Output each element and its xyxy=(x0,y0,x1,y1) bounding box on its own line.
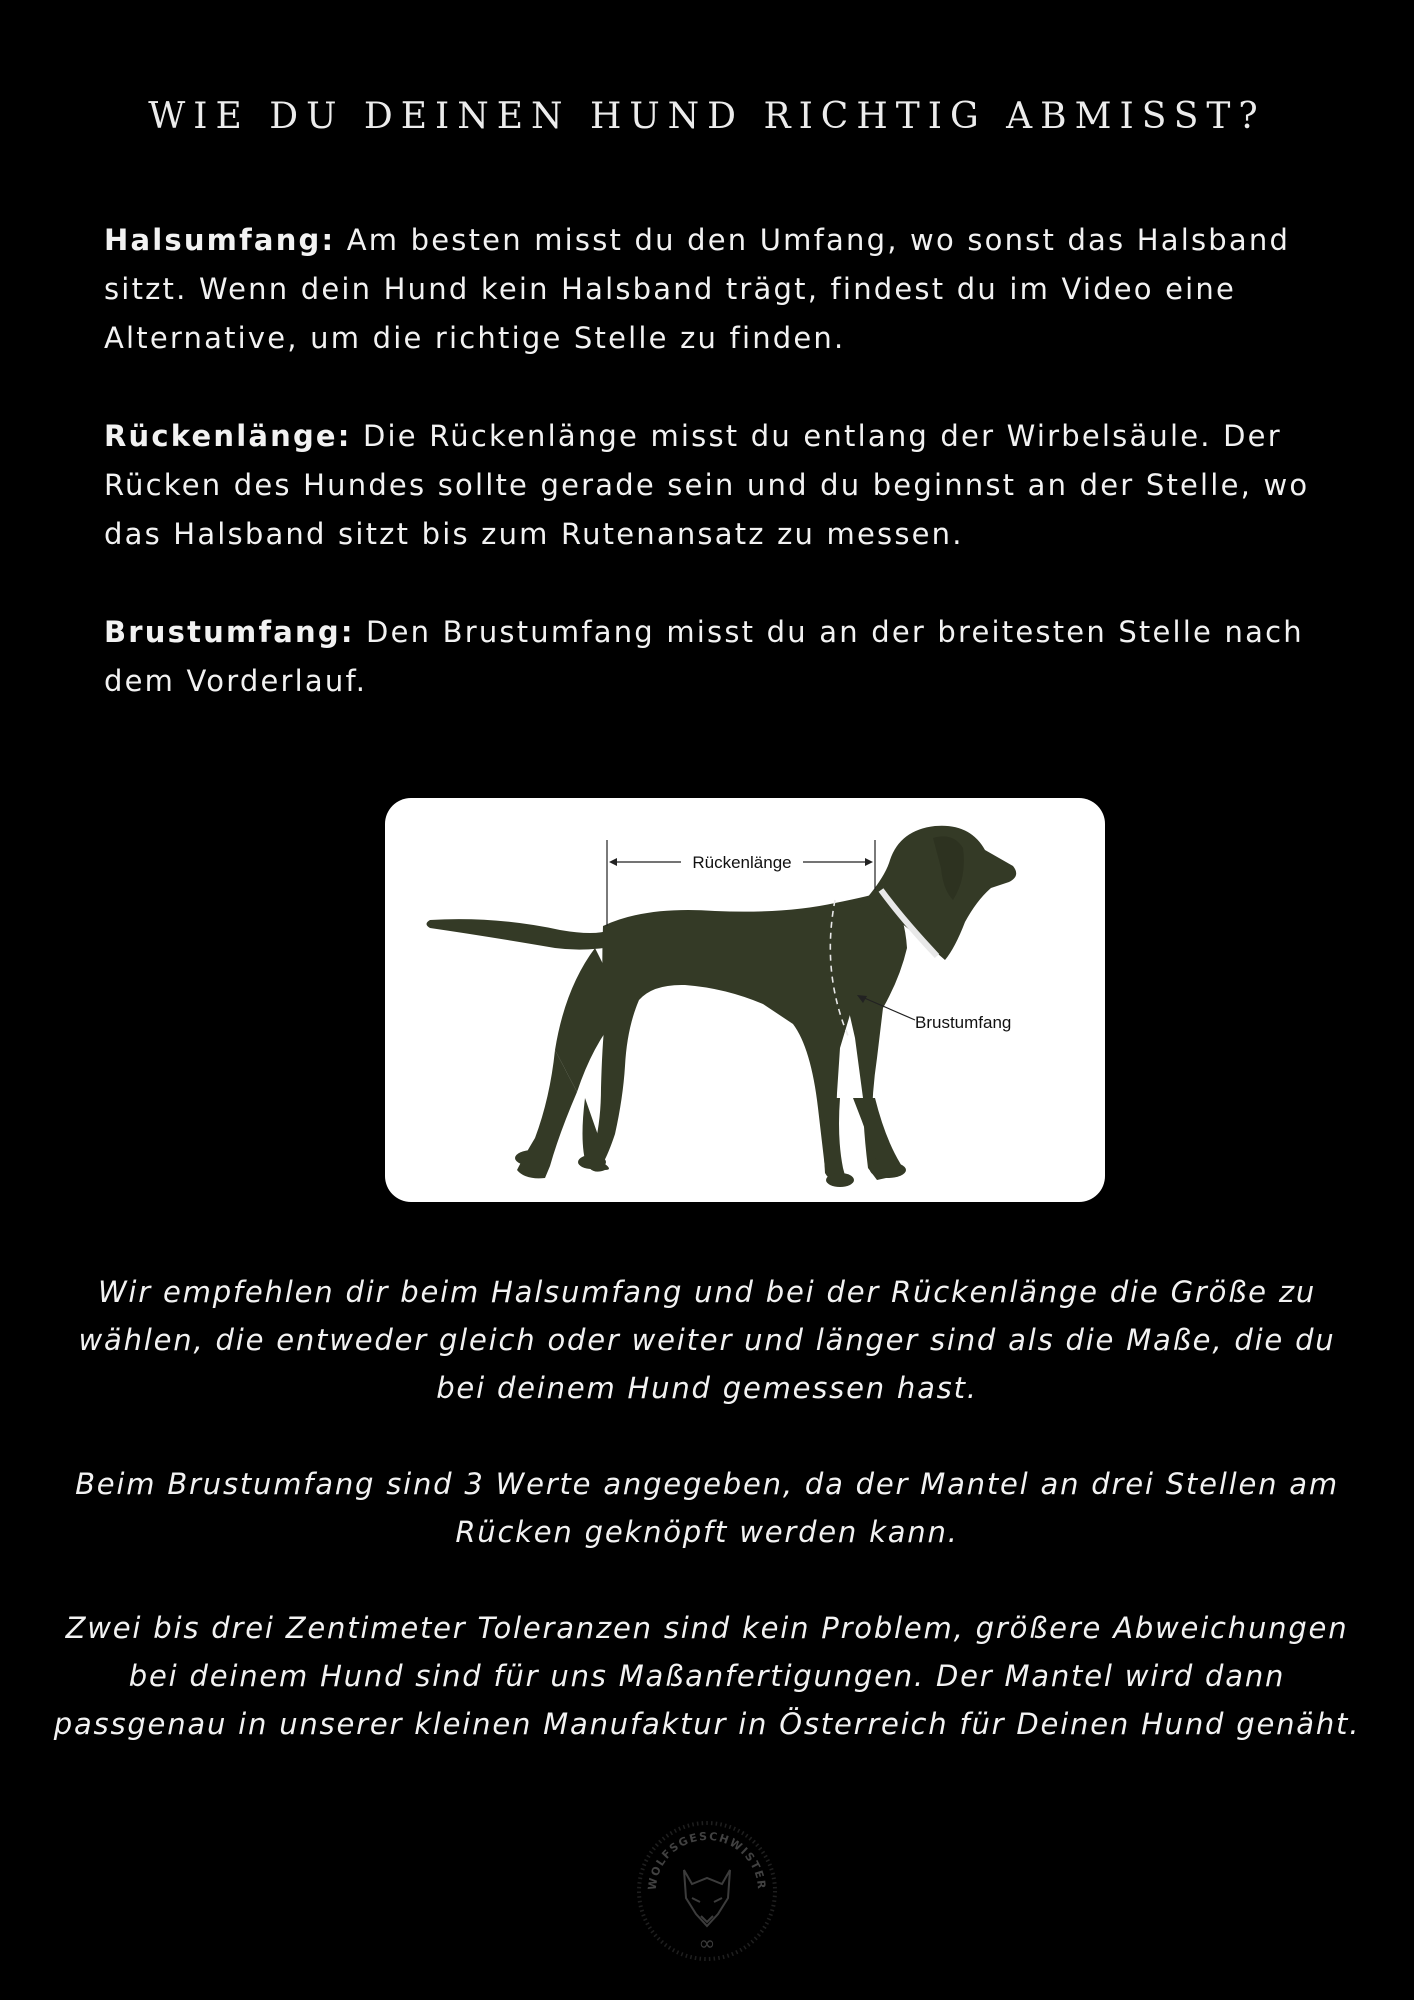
instruction-neck xyxy=(104,216,1334,363)
instruction-chest xyxy=(104,608,1334,706)
instruction-text: Die Rückenlänge misst du entlang der Wirbelsäule. Der Rücken des Hundes sollte gerade sein und du beginnst an der Stelle, wo das Halsband sitzt bis zum Rutenansatz zu messen. xyxy=(104,419,1310,551)
instruction-text: Den Brustumfang misst du an der breitesten Stelle nach dem Vorderlauf. xyxy=(104,615,1304,698)
dog-measurement-diagram xyxy=(385,798,1105,1202)
label-back-length: Rückenlänge xyxy=(692,853,792,872)
wolf-head-icon xyxy=(684,1870,730,1926)
instruction-term: Brustumfang: xyxy=(104,615,355,649)
measurement-instructions xyxy=(104,216,1334,755)
page-title: WIE DU DEINEN HUND RICHTIG ABMISST? xyxy=(148,96,1266,137)
infinity-icon: ∞ xyxy=(698,1931,716,1955)
brand-name: WOLFSGESCHWISTER xyxy=(645,1829,769,1891)
instruction-back-length xyxy=(104,412,1334,559)
label-chest-girth: Brustumfang xyxy=(915,1013,1012,1032)
arrowhead-left-icon xyxy=(609,858,617,866)
instruction-text: Am besten misst du den Umfang, wo sonst das Halsband sitzt. Wenn dein Hund kein Halsband trägt, findest du im Video eine Alternative, um die richtige Stelle zu finden. xyxy=(104,223,1291,355)
note-tolerances: Zwei bis drei Zentimeter Toleranzen sind kein Problem, größere Abweichungen bei deinem Hund sind für uns Maßanfertigungen. Der Mantel wird dann passgenau in unserer kleinen Manufaktur in Österreich für Deinen Hund genäht. xyxy=(53,1611,1361,1741)
measurement-diagram-card xyxy=(385,798,1105,1202)
brand-logo xyxy=(634,1818,780,1964)
instruction-term: Halsumfang: xyxy=(104,223,336,257)
sizing-notes xyxy=(50,1268,1364,1796)
note-chest-values: Beim Brustumfang sind 3 Werte angegeben, da der Mantel an drei Stellen am Rücken geknöpft werden kann. xyxy=(75,1467,1339,1549)
dog-silhouette xyxy=(427,826,1017,1187)
note-size-recommendation: Wir empfehlen dir beim Halsumfang und bei der Rückenlänge die Größe zu wählen, die entweder gleich oder weiter und länger sind als die Maße, die du bei deinem Hund gemessen hast. xyxy=(78,1275,1336,1405)
arrowhead-right-icon xyxy=(865,858,873,866)
instruction-term: Rückenlänge: xyxy=(104,419,352,453)
